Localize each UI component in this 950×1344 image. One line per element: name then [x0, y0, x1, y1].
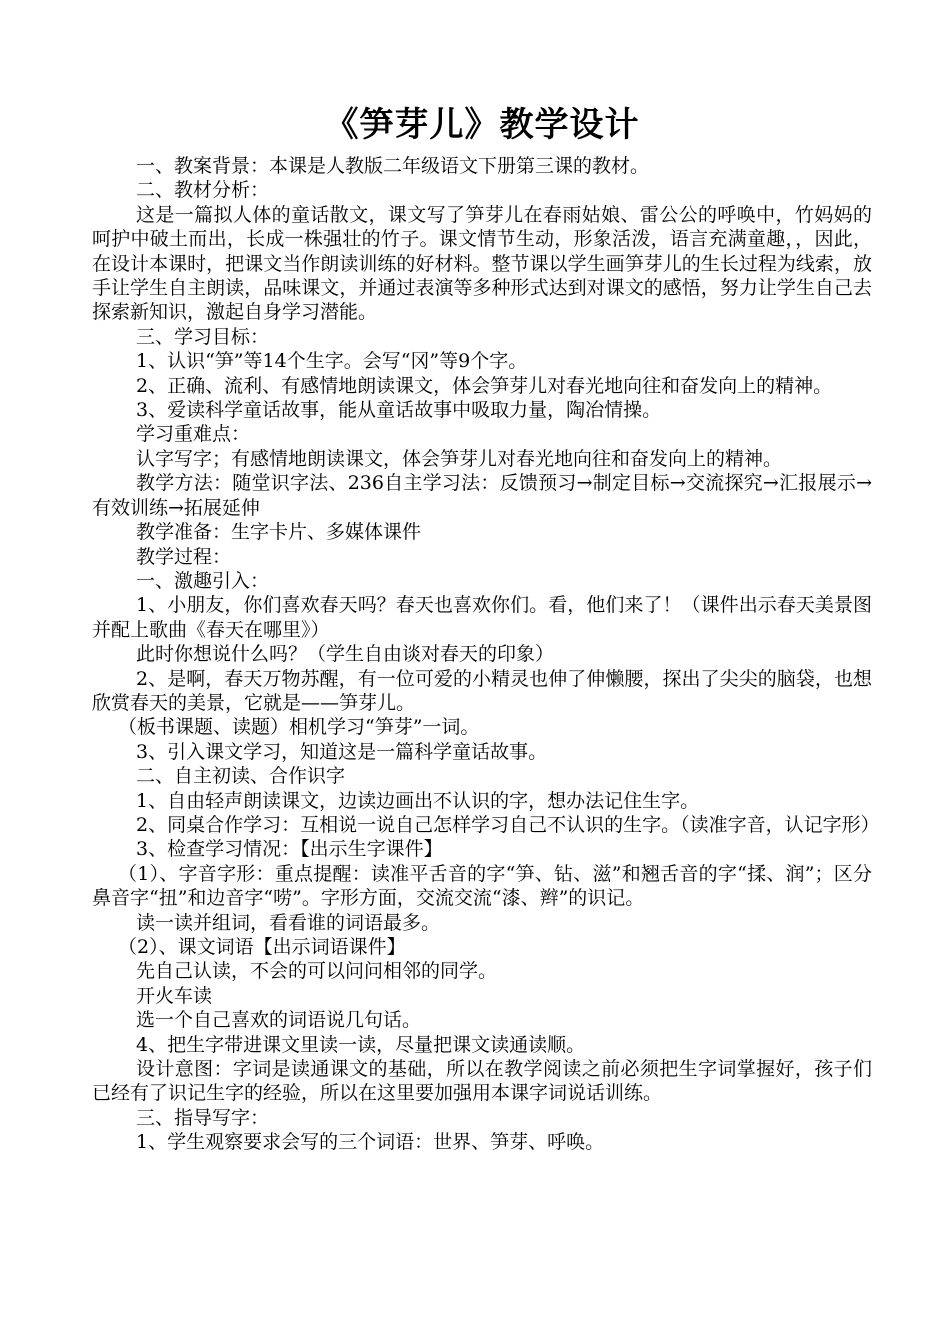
paragraph: 3、检查学习情况：【出示生字课件】	[136, 838, 443, 861]
paragraph: 读一读并组词，看看谁的词语最多。	[136, 911, 441, 934]
document-body	[92, 154, 880, 1155]
paragraph: 教学准备：生字卡片、多媒体课件	[136, 521, 422, 544]
paragraph: 一、教案背景：本课是人教版二年级语文下册第三课的教材。	[136, 155, 650, 177]
paragraph: 3、引入课文学习，知道这是一篇科学童话故事。	[136, 740, 548, 763]
paragraph: 这是一篇拟人体的童话散文，课文写了笋芽儿在春雨姑娘、雷公公的呼唤中，竹妈妈的呵护中破土而出，长成一株强壮的竹子。课文情节生动，形象活泼，语言充满童趣，，因此，在设计本课时，把课文当作朗读训练的好材料。整节课以学生画笋芽儿的生长过程为线索，放手让学生自主朗读，品味课文，并通过表演等多种形式达到对课文的感悟，努力让学生自己去探索新知识，激起自身学习潜能。	[92, 203, 872, 324]
paragraph: 一、激趣引入：	[136, 569, 270, 592]
paragraph: 先自己认读，不会的可以问问相邻的同学。	[136, 960, 498, 983]
paragraph: 三、学习目标：	[136, 325, 270, 348]
paragraph: （板书课题、读题）相机学习“笋芽”一词。	[118, 716, 480, 739]
paragraph: 4、把生字带进课文里读一读，尽量把课文读通读顺。	[136, 1033, 586, 1056]
paragraph: 三、指导写字：	[136, 1106, 270, 1129]
paragraph: 1、小朋友，你们喜欢春天吗？春天也喜欢你们。看，他们来了！（课件出示春天美景图并配上歌曲《春天在哪里》）	[92, 594, 872, 641]
paragraph: 认字写字；有感情地朗读课文，体会笋芽儿对春光地向往和奋发向上的精神。	[136, 447, 783, 470]
paragraph: 2、是啊，春天万物苏醒，有一位可爱的小精灵也伸了伸懒腰，探出了尖尖的脑袋，也想欣赏春天的美景，它就是——笋芽儿。	[92, 667, 872, 714]
paragraph: 2、同桌合作学习：互相说一说自己怎样学习自己不认识的生字。（读准字音，认记字形）	[136, 813, 880, 836]
paragraph: 1、自由轻声朗读课文，边读边画出不认识的字，想办法记住生字。	[136, 789, 700, 812]
paragraph: （2）、课文词语【出示词语课件】	[118, 936, 406, 958]
paragraph: 开火车读	[136, 984, 213, 1007]
paragraph: 二、自主初读、合作识字	[136, 765, 346, 788]
paragraph: 学习重难点：	[136, 423, 251, 446]
paragraph: 设计意图：字词是读通课文的基础，所以在教学阅读之前必须把生字词掌握好，孩子们已经有了识记生字的经验，所以在这里要加强用本课字词说话训练。	[92, 1058, 872, 1105]
document-page	[92, 100, 880, 1155]
paragraph: 教学方法：随堂识字法、236自主学习法：反馈预习→制定目标→交流探究→汇报展示→有效训练→拓展延伸	[92, 472, 872, 519]
paragraph: 3、爱读科学童话故事，能从童话故事中吸取力量，陶冶情操。	[136, 399, 662, 422]
paragraph: 此时你想说什么吗？（学生自由谈对春天的印象）	[136, 643, 555, 666]
paragraph: 教学过程：	[136, 545, 232, 568]
paragraph: 2、正确、流利、有感情地朗读课文，体会笋芽儿对春光地向往和奋发向上的精神。	[136, 374, 833, 397]
paragraph: 1、学生观察要求会写的三个词语：世界、笋芽、呼唤。	[136, 1131, 605, 1154]
paragraph: 1、认识“笋”等14个生字。会写“冈”等9个字。	[136, 350, 528, 373]
paragraph: （1）、字音字形：重点提醒：读准平舌音的字“笋、钻、滋”和翘舌音的字“揉、润”；区分鼻音字“扭”和边音字“唠”。字形方面，交流交流“漆、辫”的识记。	[92, 862, 872, 910]
document-title: 《笋芽儿》教学设计	[324, 105, 640, 145]
paragraph: 选一个自己喜欢的词语说几句话。	[136, 1009, 422, 1032]
paragraph: 二、教材分析：	[136, 179, 270, 202]
